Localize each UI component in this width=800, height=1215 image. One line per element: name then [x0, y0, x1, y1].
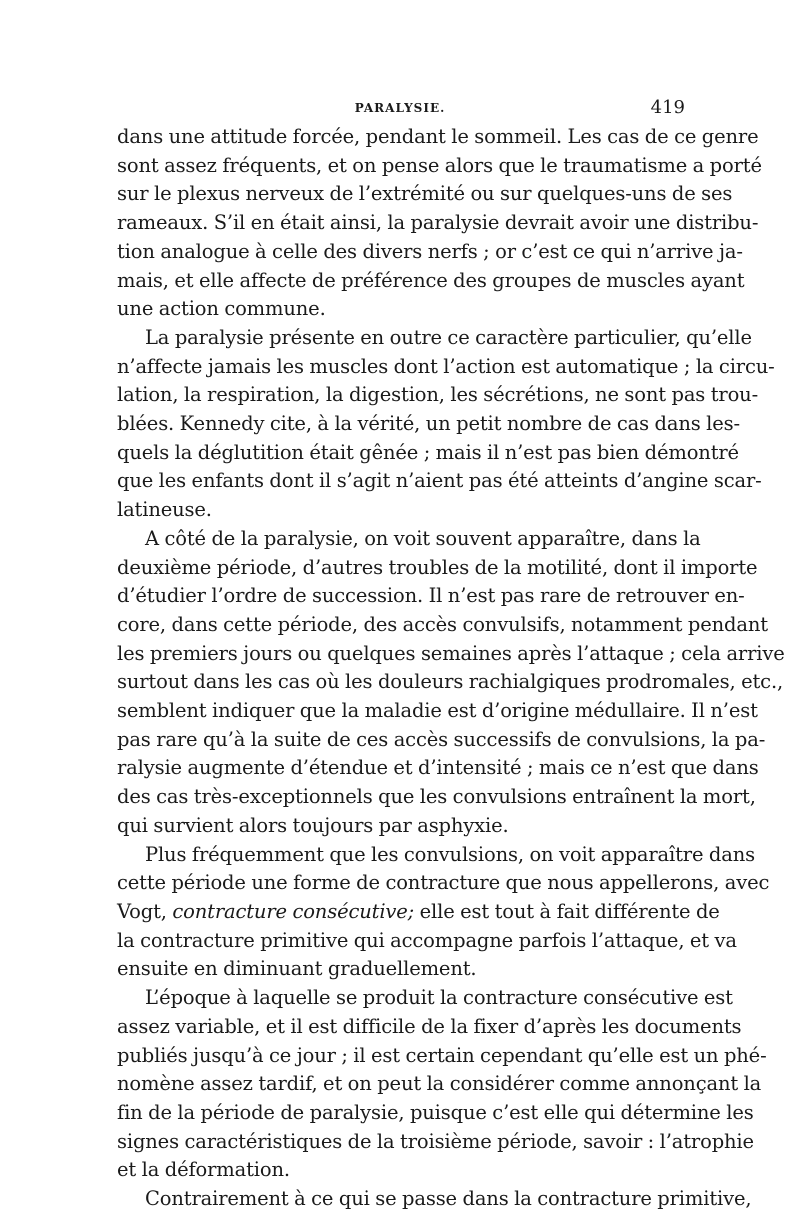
- paragraph-4: [117, 841, 770, 985]
- text-line: Plus fréquemment que les convulsions, on voit apparaître dans: [145, 842, 755, 866]
- text-line: core, dans cette période, des accès convulsifs, notamment pendant: [117, 612, 768, 636]
- text-line: quels la déglutition était gênée ; mais il n’est pas bien démontré: [117, 440, 739, 464]
- text-line: que les enfants dont il s’agit n’aient pas été atteints d’angine scar-: [117, 469, 762, 493]
- paragraph-1: [117, 123, 762, 324]
- text-line: les premiers jours ou quelques semaines après l’attaque ; cela arrive: [117, 641, 785, 665]
- text-segment: elle est tout à fait différente de: [414, 899, 720, 923]
- text-line-with-emphasis: [117, 898, 720, 927]
- text-line: et la déformation.: [117, 1158, 290, 1182]
- text-line: La paralysie présente en outre ce caractère particulier, qu’elle: [145, 325, 752, 349]
- body-text: [117, 123, 785, 1214]
- running-header: [117, 95, 683, 121]
- text-line: dans une attitude forcée, pendant le sommeil. Les cas de ce genre: [117, 125, 759, 148]
- page-number: 419: [650, 97, 685, 118]
- text-line: deuxième période, d’autres troubles de la motilité, dont il importe: [117, 555, 758, 579]
- text-line: latineuse.: [117, 498, 212, 522]
- text-line: des cas très-exceptionnels que les convulsions entraînent la mort,: [117, 785, 756, 809]
- text-line: n’affecte jamais les muscles dont l’action est automatique ; la circu-: [117, 354, 775, 378]
- text-line: tion analogue à celle des divers nerfs ; or c’est ce qui n’arrive ja-: [117, 239, 743, 263]
- text-line: mais, et elle affecte de préférence des groupes de muscles ayant: [117, 268, 745, 292]
- text-line: sont assez fréquents, et on pense alors que le traumatisme a porté: [117, 153, 762, 177]
- text-line: pas rare qu’à la suite de ces accès successifs de convulsions, la pa-: [117, 727, 766, 751]
- text-line: sur le plexus nerveux de l’extrémité ou sur quelques-uns de ses: [117, 182, 733, 206]
- text-line: nomène assez tardif, et on peut la considérer comme annonçant la: [117, 1072, 762, 1096]
- text-line: signes caractéristiques de la troisième période, savoir : l’atrophie: [117, 1129, 754, 1153]
- text-line: ralysie augmente d’étendue et d’intensité ; mais ce n’est que dans: [117, 756, 759, 780]
- text-line: fin de la période de paralysie, puisque c’est elle qui détermine les: [117, 1100, 754, 1124]
- paragraph-2: [117, 324, 775, 525]
- book-page: [117, 95, 785, 1214]
- text-line: surtout dans les cas où les douleurs rachialgiques prodromales, etc.,: [117, 670, 784, 694]
- paragraph-6: [117, 1185, 752, 1214]
- running-title: PARALYSIE.: [354, 101, 446, 115]
- text-segment: Vogt,: [117, 899, 173, 923]
- text-line: cette période une forme de contracture que nous appellerons, avec: [117, 871, 770, 895]
- text-line: A côté de la paralysie, on voit souvent apparaître, dans la: [145, 526, 701, 550]
- paragraph-3: [117, 525, 785, 841]
- text-line: la contracture primitive qui accompagne parfois l’attaque, et va: [117, 928, 737, 952]
- text-line: semblent indiquer que la maladie est d’origine médullaire. Il n’est: [117, 699, 758, 723]
- text-line: ensuite en diminuant graduellement.: [117, 957, 477, 981]
- text-line: assez variable, et il est difficile de la fixer d’après les documents: [117, 1014, 742, 1038]
- text-line: Contrairement à ce qui se passe dans la contracture primitive,: [145, 1187, 752, 1211]
- text-line: d’étudier l’ordre de succession. Il n’est pas rare de retrouver en-: [117, 584, 745, 608]
- emphasized-term: contracture consécutive;: [172, 899, 415, 923]
- paragraph-5: [117, 984, 767, 1185]
- text-line: lation, la respiration, la digestion, les sécrétions, ne sont pas trou-: [117, 383, 759, 407]
- text-line: une action commune.: [117, 297, 326, 321]
- text-line: L’époque à laquelle se produit la contracture consécutive est: [145, 986, 733, 1010]
- text-line: qui survient alors toujours par asphyxie.: [117, 813, 509, 837]
- text-line: blées. Kennedy cite, à la vérité, un petit nombre de cas dans les-: [117, 412, 740, 436]
- text-line: publiés jusqu’à ce jour ; il est certain cependant qu’elle est un phé-: [117, 1043, 767, 1067]
- text-line: rameaux. S’il en était ainsi, la paralysie devrait avoir une distribu-: [117, 211, 759, 235]
